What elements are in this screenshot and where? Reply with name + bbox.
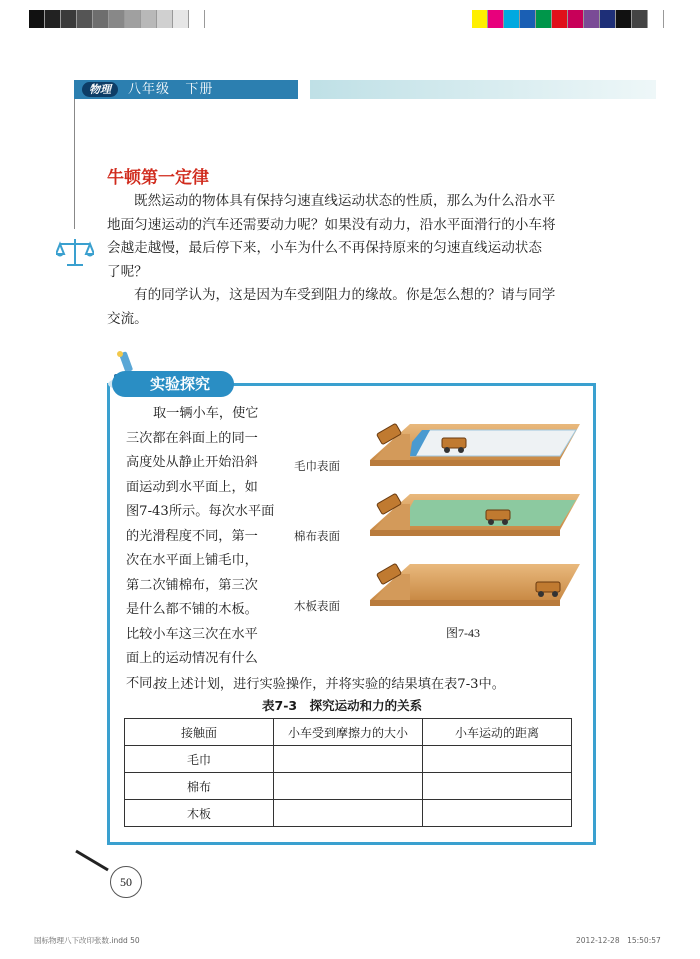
experiment-line: 比较小车这三次在水平 — [126, 626, 258, 642]
color-swatch — [189, 10, 205, 28]
magnifier-icon — [74, 848, 114, 876]
experiment-line: 面运动到水平面上，如 — [126, 479, 258, 495]
surface-label-wood: 木板表面 — [294, 599, 340, 613]
table-cell[interactable] — [423, 800, 572, 827]
experiment-line: 三次都在斜面上的同一 — [126, 430, 258, 446]
table-cell: 木板 — [125, 800, 274, 827]
table-header: 小车受到摩擦力的大小 — [274, 719, 423, 746]
color-swatch — [125, 10, 141, 28]
color-swatch — [45, 10, 61, 28]
margin-rule — [74, 99, 75, 229]
color-swatch — [157, 10, 173, 28]
experiment-badge: 实验探究 — [112, 371, 234, 397]
ramp-illustration — [350, 412, 590, 622]
paragraph-line: 会越走越慢，最后停下来，小车为什么不再保持原来的匀速直线运动状态 — [107, 240, 542, 256]
table-cell[interactable] — [274, 746, 423, 773]
color-swatch — [472, 10, 488, 28]
paragraph-line: 交流。 — [107, 310, 148, 327]
color-swatch — [536, 10, 552, 28]
grade-label: 八年级 — [128, 82, 171, 97]
experiment-text — [126, 402, 284, 696]
color-swatch — [93, 10, 109, 28]
experiment-line: 面上的运动情况有什么 — [126, 651, 258, 666]
table-header: 小车运动的距离 — [423, 719, 572, 746]
paragraph-line: 了呢？ — [107, 263, 148, 280]
experiment-line: 图7-43所示。每次水平面 — [126, 504, 275, 519]
paragraph-line: 有的同学认为，这是因为车受到阻力的缘故。你是怎么想的？请与同学 — [134, 287, 556, 303]
table-cell[interactable] — [274, 800, 423, 827]
color-swatch — [520, 10, 536, 28]
surface-label-cotton: 棉布表面 — [294, 529, 340, 543]
experiment-line: 不同。 — [126, 675, 166, 691]
color-swatch — [648, 10, 664, 28]
grayscale-bar — [29, 10, 205, 28]
section-title: 牛顿第一定律 — [107, 168, 209, 188]
color-swatch — [632, 10, 648, 28]
surface-label-towel: 毛巾表面 — [294, 459, 340, 473]
color-swatch — [616, 10, 632, 28]
balance-scale-icon — [56, 236, 94, 268]
table-row — [125, 746, 572, 773]
ramp-wood — [370, 563, 580, 606]
color-swatch — [552, 10, 568, 28]
footer-file: 国标物理八下改印张数.indd 50 — [34, 936, 140, 945]
color-swatch — [29, 10, 45, 28]
header-gradient-band — [310, 80, 656, 99]
experiment-line: 取一辆小车，使它 — [153, 406, 259, 421]
paragraph-2 — [107, 284, 610, 331]
color-swatch — [568, 10, 584, 28]
table-cell[interactable] — [423, 746, 572, 773]
paragraph-line: 地面匀速运动的汽车还需要动力呢？如果没有动力，沿水平面滑行的小车将 — [107, 216, 556, 233]
color-swatch — [173, 10, 189, 28]
page-number: 50 — [110, 866, 142, 898]
figure-caption: 图7-43 — [446, 626, 480, 640]
header-text — [128, 81, 213, 98]
table-cell: 毛巾 — [125, 746, 274, 773]
experiment-line: 高度处从静止开始沿斜 — [126, 455, 258, 470]
table-row — [125, 773, 572, 800]
table-cell[interactable] — [423, 773, 572, 800]
color-swatch — [141, 10, 157, 28]
subject-logo: 物理 — [82, 82, 118, 97]
table-title: 表7-3 探究运动和力的关系 — [262, 698, 423, 713]
color-swatch — [584, 10, 600, 28]
color-swatch — [77, 10, 93, 28]
color-swatch — [488, 10, 504, 28]
table-header: 接触面 — [125, 719, 274, 746]
chapter-header — [74, 80, 298, 99]
color-bar — [472, 10, 664, 28]
table-cell[interactable] — [274, 773, 423, 800]
table-row — [125, 800, 572, 827]
experiment-plan: 按上述计划，进行实验操作，并将实验的结果填在表7-3中。 — [154, 677, 505, 692]
paragraph-line: 既然运动的物体具有保持匀速直线运动状态的性质，那么为什么沿水平 — [134, 193, 556, 209]
color-swatch — [600, 10, 616, 28]
table-header-row — [125, 719, 572, 746]
experiment-line: 第二次铺棉布，第三次 — [126, 577, 258, 593]
results-table — [124, 718, 572, 827]
ramp-towel — [370, 423, 580, 466]
table-cell: 棉布 — [125, 773, 274, 800]
experiment-line: 是什么都不铺的木板。 — [126, 602, 258, 617]
experiment-line: 次在水平面上铺毛巾， — [126, 553, 258, 568]
footer-timestamp: 2012-12-28 15:50:57 — [576, 936, 661, 945]
paragraph-1 — [107, 190, 610, 284]
experiment-line: 的光滑程度不同，第一 — [126, 528, 258, 544]
ramp-cotton — [370, 493, 580, 536]
color-swatch — [109, 10, 125, 28]
volume-label: 下册 — [185, 82, 214, 97]
color-swatch — [504, 10, 520, 28]
color-swatch — [61, 10, 77, 28]
